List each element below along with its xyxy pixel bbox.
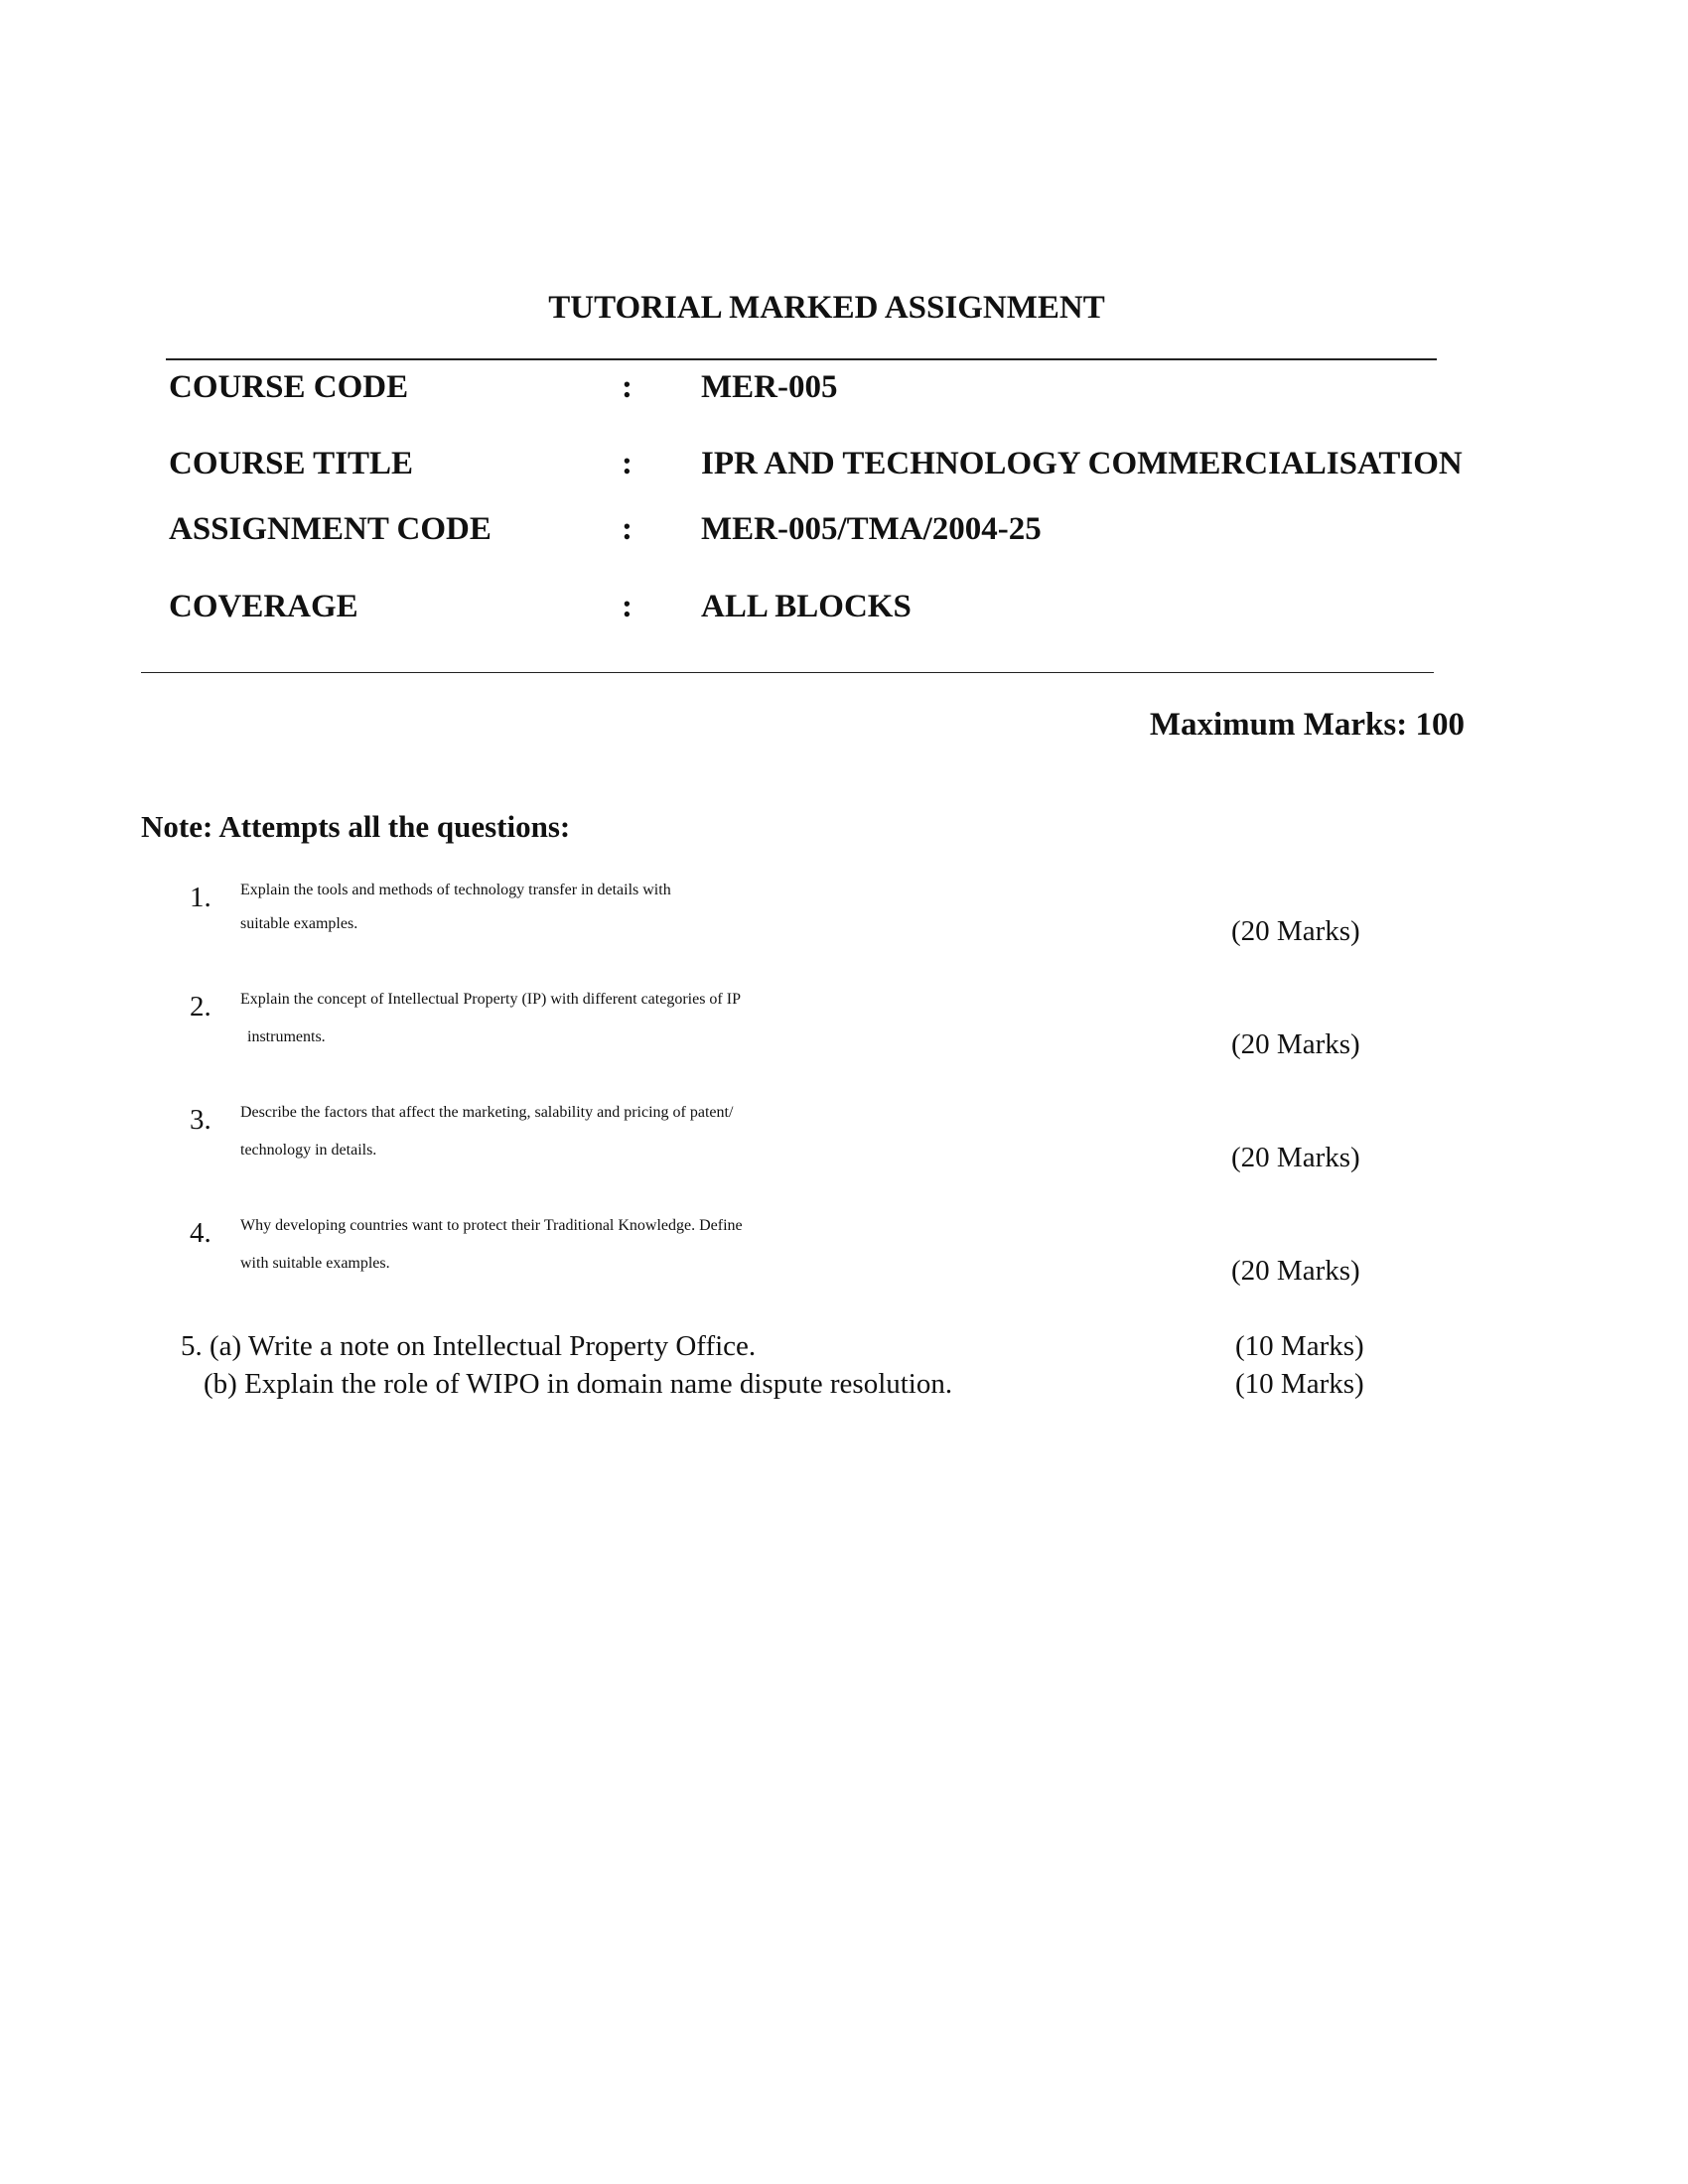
question-marks: (20 Marks) <box>1231 1255 1360 1287</box>
assignment-code-value: MER-005/TMA/2004-25 <box>701 511 1042 547</box>
question-marks: (20 Marks) <box>1231 1028 1360 1060</box>
course-title-value: IPR AND TECHNOLOGY COMMERCIALISATION <box>701 446 1463 481</box>
question-number: 4. <box>190 1217 211 1249</box>
question-text-line: instruments. <box>247 1028 326 1045</box>
course-title-label: COURSE TITLE <box>169 446 414 481</box>
question-text-line: technology in details. <box>240 1142 377 1159</box>
course-code-value: MER-005 <box>701 369 838 405</box>
instructions-note: Note: Attempts all the questions: <box>141 809 571 844</box>
question-number: 2. <box>190 991 211 1023</box>
top-divider <box>166 358 1437 360</box>
question-text-line: Explain the concept of Intellectual Property (IP) with different categories of IP <box>240 991 741 1008</box>
coverage-value: ALL BLOCKS <box>701 589 912 624</box>
bottom-divider <box>141 672 1434 673</box>
question-number: 1. <box>190 882 211 913</box>
question-text-line: Describe the factors that affect the marketing, salability and pricing of patent/ <box>240 1104 734 1121</box>
assignment-code-colon: : <box>622 511 633 547</box>
question-number: 3. <box>190 1104 211 1136</box>
question-marks: (20 Marks) <box>1231 1142 1360 1173</box>
question-5b-text: (b) Explain the role of WIPO in domain name dispute resolution. <box>204 1368 953 1400</box>
question-text-line: Explain the tools and methods of technology transfer in details with <box>240 882 671 898</box>
assignment-code-label: ASSIGNMENT CODE <box>169 511 492 547</box>
document-title: TUTORIAL MARKED ASSIGNMENT <box>548 290 1105 326</box>
question-text-line: with suitable examples. <box>240 1255 390 1272</box>
question-5a-text: 5. (a) Write a note on Intellectual Property Office. <box>181 1330 757 1362</box>
coverage-colon: : <box>622 589 633 624</box>
maximum-marks: Maximum Marks: 100 <box>1149 707 1465 743</box>
question-text-line: Why developing countries want to protect their Traditional Knowledge. Define <box>240 1217 743 1234</box>
course-code-label: COURSE CODE <box>169 369 409 405</box>
coverage-label: COVERAGE <box>169 589 358 624</box>
question-marks: (20 Marks) <box>1231 915 1360 947</box>
question-5a-marks: (10 Marks) <box>1235 1330 1364 1362</box>
course-code-colon: : <box>622 369 633 405</box>
question-text-line: suitable examples. <box>240 915 358 932</box>
course-title-colon: : <box>622 446 633 481</box>
question-5b-marks: (10 Marks) <box>1235 1368 1364 1400</box>
